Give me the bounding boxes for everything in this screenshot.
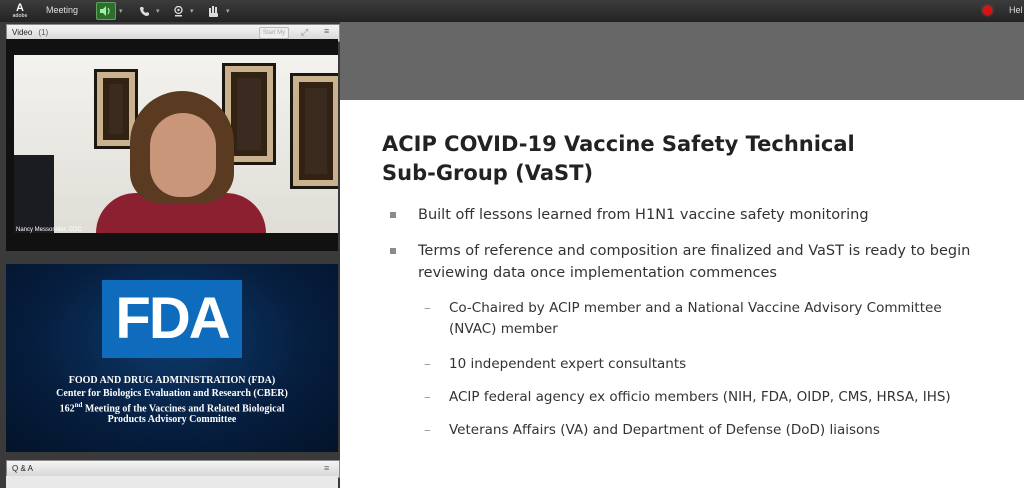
video-pod-title (12, 28, 48, 37)
presentation-slide (340, 100, 1024, 488)
wall-art-right (290, 73, 338, 189)
menu-meeting[interactable]: Meeting (46, 5, 79, 15)
background-shelf (14, 155, 54, 233)
webcam-image (14, 55, 338, 233)
speaker-person (126, 91, 236, 233)
meeting-description: Meeting of the Vaccines and Related Biological (82, 403, 285, 415)
share-pod-background (340, 22, 1024, 100)
phone-control[interactable] (136, 3, 160, 19)
slide-bullet (390, 204, 990, 226)
raise-hand-control[interactable] (205, 3, 230, 19)
chevron-down-icon[interactable]: ▾ (226, 8, 230, 15)
chevron-down-icon[interactable]: ▾ (156, 8, 160, 15)
slide-sub-bullet (424, 354, 984, 375)
slide-sub-bullet (424, 387, 984, 408)
slide-title (382, 130, 942, 188)
meeting-number: 162 (59, 403, 75, 415)
speaker-button[interactable] (96, 2, 116, 20)
slide-sub-bullet (424, 298, 984, 340)
bullet-square-icon (390, 212, 396, 218)
adobe-logo-sub: adobe (12, 13, 28, 19)
qa-pod-content[interactable] (6, 476, 338, 488)
video-pod-count: (1) (38, 28, 49, 37)
meeting-ordinal: nd (74, 401, 83, 409)
fullscreen-icon[interactable]: ⤢ (301, 27, 309, 37)
recording-indicator (983, 6, 992, 15)
slide-bullet-text: Built off lessons learned from H1N1 vaccine safety monitoring (418, 207, 869, 223)
slide-sub-bullet-text: Veterans Affairs (VA) and Department of Defense (DoD) liaisons (449, 422, 880, 438)
webcam-icon (173, 6, 184, 17)
webcam-button[interactable] (170, 3, 187, 19)
app-menubar (0, 0, 1024, 23)
video-pod-title-text: Video (12, 28, 33, 37)
slide-bullet (390, 240, 990, 284)
slide-title-line-2: Sub-Group (VaST) (382, 161, 594, 185)
dash-bullet-icon: – (424, 422, 431, 438)
pod-menu-icon[interactable]: ≡ (324, 26, 330, 36)
pod-menu-icon[interactable]: ≡ (324, 463, 330, 473)
adobe-logo-letter: A (16, 2, 24, 14)
fda-line-4: Products Advisory Committee (107, 414, 237, 425)
phone-icon (139, 6, 150, 17)
chevron-down-icon[interactable]: ▾ (119, 8, 123, 15)
slide-bullet-text: Terms of reference and composition are finalized and VaST is ready to begin reviewing data once implementation commences (418, 243, 971, 281)
slide-title-line-1: ACIP COVID-19 Vaccine Safety Technical (382, 132, 855, 156)
qa-pod-title: Q & A (12, 464, 33, 473)
dash-bullet-icon: – (424, 300, 431, 316)
raise-hand-button[interactable] (205, 3, 223, 19)
help-menu[interactable]: Hel (1009, 5, 1023, 15)
slide-sub-bullet-text: 10 independent expert consultants (449, 356, 687, 372)
speaker-name-caption: Nancy Messonnier, CDC (16, 227, 82, 233)
slide-sub-bullet-text: Co-Chaired by ACIP member and a National Vaccine Advisory Committee (NVAC) member (449, 300, 942, 337)
fda-logo: FDA (102, 280, 242, 358)
phone-button[interactable] (136, 3, 153, 19)
speaker-control[interactable] (96, 3, 123, 19)
fda-line-2: Center for Biologics Evaluation and Research (CBER) (56, 388, 288, 399)
raise-hand-icon (208, 6, 220, 17)
fda-title-slide (6, 264, 338, 452)
video-feed (6, 39, 338, 251)
webcam-control[interactable] (170, 3, 194, 19)
chevron-down-icon[interactable]: ▾ (190, 8, 194, 15)
slide-sub-bullet (424, 420, 984, 441)
dash-bullet-icon: – (424, 389, 431, 405)
dash-bullet-icon: – (424, 356, 431, 372)
speaker-icon (100, 6, 112, 16)
fda-line-3 (6, 401, 338, 414)
slide-sub-bullet-text: ACIP federal agency ex officio members (NIH, FDA, OIDP, CMS, HRSA, IHS) (449, 389, 951, 405)
adobe-logo[interactable] (12, 2, 28, 19)
bullet-square-icon (390, 248, 396, 254)
fda-line-1: FOOD AND DRUG ADMINISTRATION (FDA) (68, 375, 276, 386)
start-my-webcam-button[interactable]: Start My (259, 27, 289, 39)
